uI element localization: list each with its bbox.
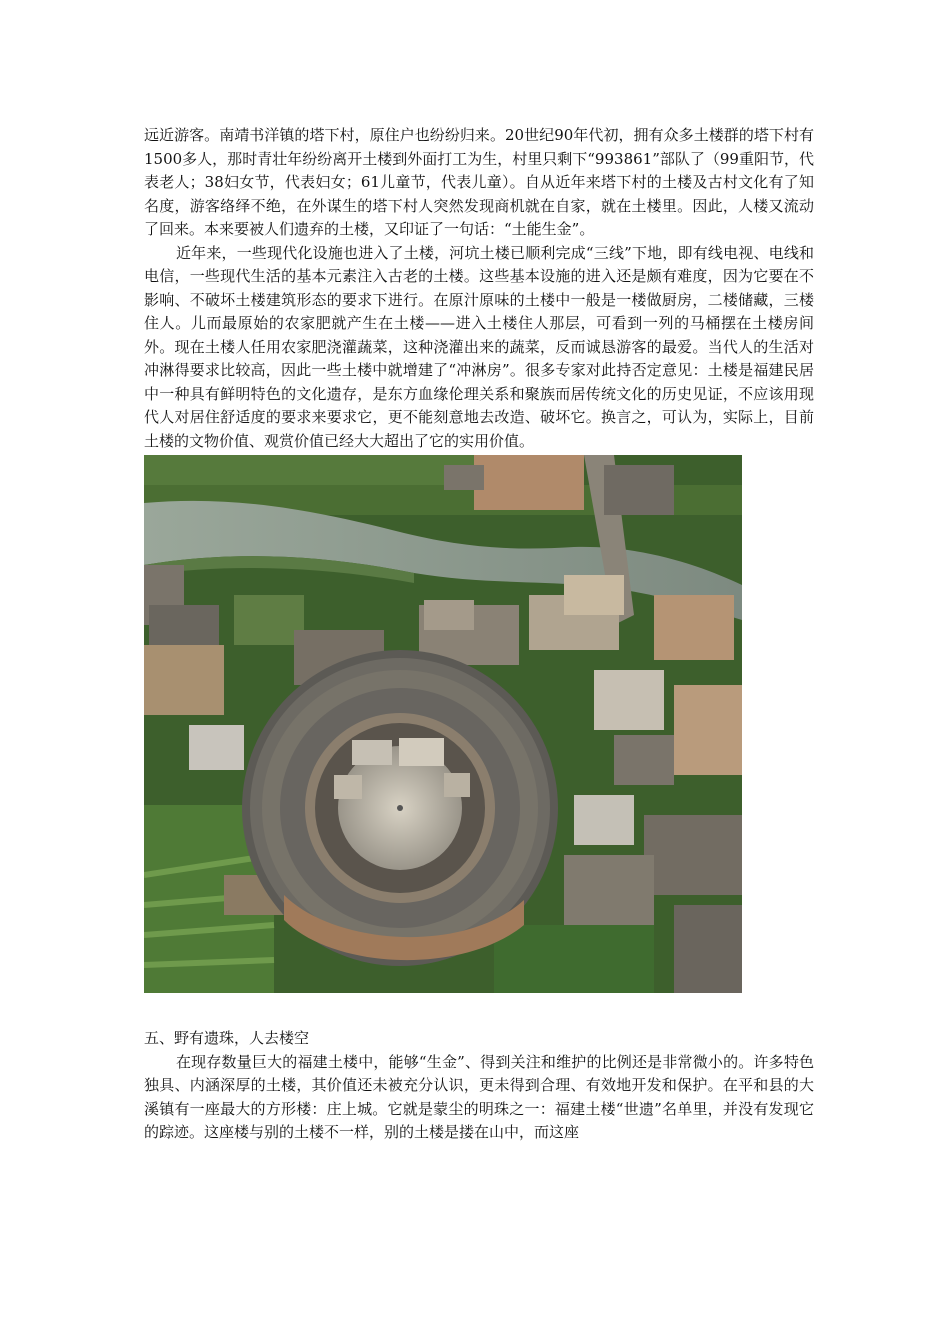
tulou-aerial-photo [144,455,742,993]
paragraph-hidden-gems: 在现存数量巨大的福建土楼中，能够“生金”、得到关注和维护的比例还是非常微小的。许多特色独具、内涵深厚的土楼，其价值还未被充分认识，更未得到合理、有效地开发和保护。在平和县的大溪镇有一座最大的方形楼：庄上城。它就是蒙尘的明珠之一：福建土楼“世遗”名单里，并没有发现它的踪迹。这座楼与别的土楼不一样，别的土楼是搂在山中，而这座 [144,1052,814,1141]
document-page [144,124,814,1145]
paragraph-modern-facilities: 近年来，一些现代化设施也进入了土楼，河坑土楼已顺利完成“三线”下地，即有线电视、电线和电信，一些现代生活的基本元素注入古老的土楼。这些基本设施的进入还是颇有难度，因为它要在不影响、不破坏土楼建筑形态的要求下进行。在原汁原味的土楼中一般是一楼做厨房，二楼储藏，三楼住人。儿而最原始的农家肥就产生在土楼——进入土楼住人那层，可看到一列的马桶摆在土楼房间外。现在土楼人任用农家肥浇灌蔬菜，这种浇灌出来的蔬菜，反而诚恳游客的最爱。当代人的生活对冲淋得要求比较高，因此一些土楼中就增建了“冲淋房”。很多专家对此持否定意见：土楼是福建民居中一种具有鲜明特色的文化遗存，是东方血缘伦理关系和聚族而居传统文化的历史见证，不应该用现代人对居住舒适度的要求来要求它，更不能刻意地去改造、破坏它。换言之，可认为，实际上，目前土楼的文物价值、观赏价值已经大大超出了它的实用价值。 [144,243,814,450]
section-heading: 五、野有遗珠，人去楼空 [144,1029,310,1047]
paragraph-tail: 远近游客。南靖书洋镇的塔下村，原住户也纷纷归来。20世纪90年代初，拥有众多土楼群的塔下村有1500多人，那时青壮年纷纷离开土楼到外面打工为生，村里只剩下“993861”部队了（99重阳节，代表老人；38妇女节，代表妇女；61儿童节，代表儿童）。自从近年来塔下村的土楼及古村文化有了知名度，游客络绎不绝，在外谋生的塔下村人突然发现商机就在自家，就在土楼里。因此，人楼又流动了回来。本来要被人们遗弃的土楼，又印证了一句话：“土能生金”。 [144,126,814,238]
